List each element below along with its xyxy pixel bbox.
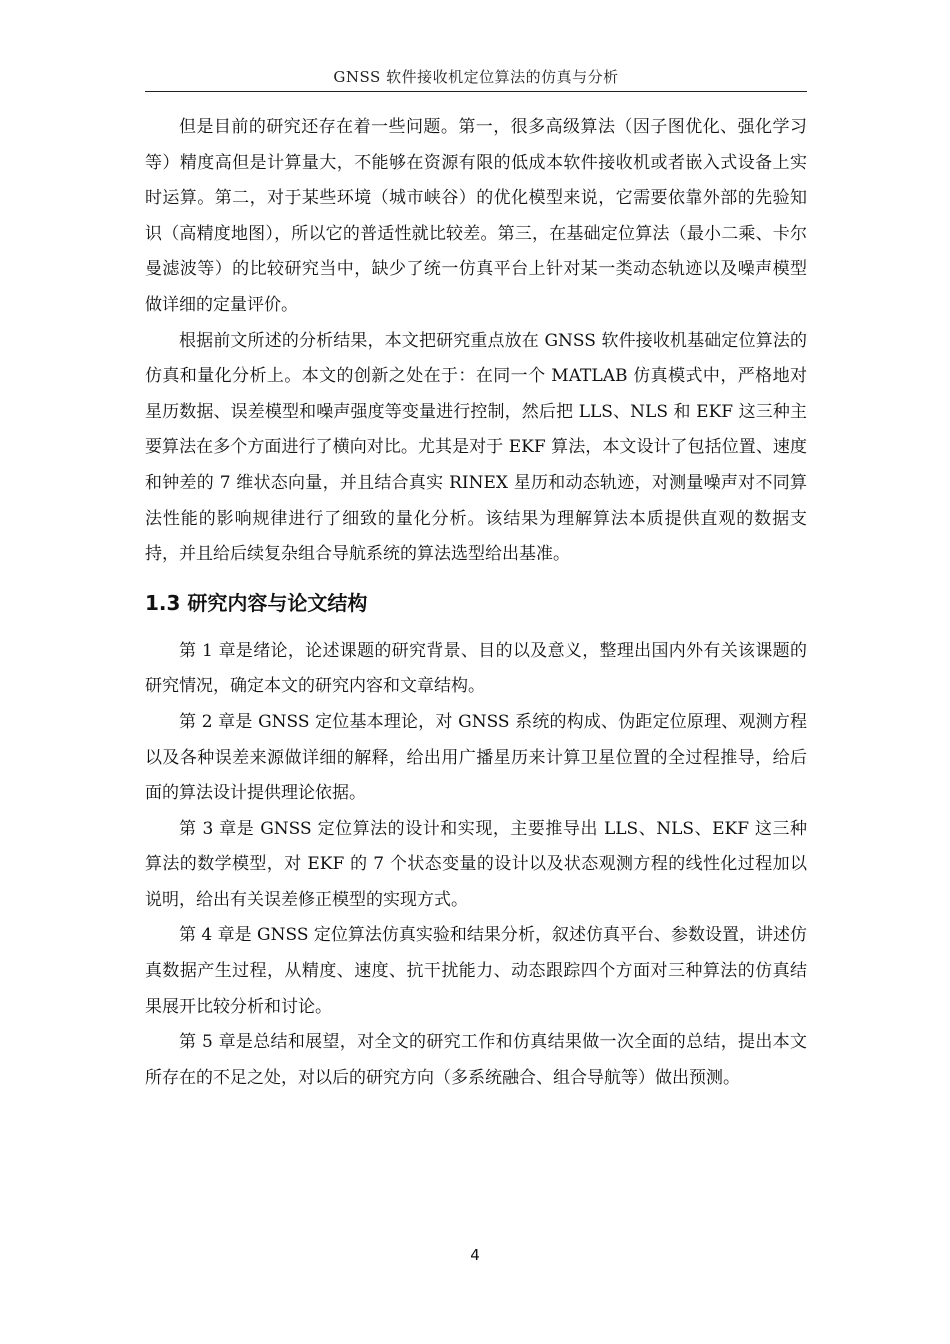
paragraph: 第 3 章是 GNSS 定位算法的设计和实现，主要推导出 LLS、NLS、EKF 这三种算法的数学模型，对 EKF 的 7 个状态变量的设计以及状态观测方程的线性化过程加以说明，给出有关误差修正模型的实现方式。 bbox=[145, 818, 807, 910]
paragraph: 第 1 章是绪论，论述课题的研究背景、目的以及意义，整理出国内外有关该课题的研究情况，确定本文的研究内容和文章结构。 bbox=[145, 640, 807, 697]
section-heading: 1.3 研究内容与论文结构 bbox=[145, 590, 368, 615]
paragraph: 但是目前的研究还存在着一些问题。第一，很多高级算法（因子图优化、强化学习等）精度高但是计算量大，不能够在资源有限的低成本软件接收机或者嵌入式设备上实时运算。第二，对于某些环境（城市峡谷）的优化模型来说，它需要依靠外部的先验知识（高精度地图），所以它的普适性就比较差。第三，在基础定位算法（最小二乘、卡尔曼滤波等）的比较研究当中，缺少了统一仿真平台上针对某一类动态轨迹以及噪声模型做详细的定量评价。 bbox=[145, 117, 807, 315]
page-number: 4 bbox=[470, 1246, 480, 1264]
paragraph: 根据前文所述的分析结果，本文把研究重点放在 GNSS 软件接收机基础定位算法的仿真和量化分析上。本文的创新之处在于：在同一个 MATLAB 仿真模式中，严格地对星历数据、误差模型和噪声强度等变量进行控制，然后把 LLS、NLS 和 EKF 这三种主要算法在多个方面进行了横向对比。尤其是对于 EKF 算法，本文设计了包括位置、速度和钟差的 7 维状态向量，并且结合真实 RINEX 星历和动态轨迹，对测量噪声对不同算法性能的影响规律进行了细致的量化分析。该结果为理解算法本质提供直观的数据支持，并且给后续复杂组合导航系统的算法选型给出基准。 bbox=[145, 330, 807, 565]
paragraph: 第 5 章是总结和展望，对全文的研究工作和仿真结果做一次全面的总结，提出本文所存在的不足之处，对以后的研究方向（多系统融合、组合导航等）做出预测。 bbox=[145, 1032, 807, 1088]
paragraph: 第 2 章是 GNSS 定位基本理论，对 GNSS 系统的构成、伪距定位原理、观测方程以及各种误差来源做详细的解释，给出用广播星历来计算卫星位置的全过程推导，给后面的算法设计提供理论依据。 bbox=[145, 711, 807, 804]
body-text bbox=[145, 110, 807, 1096]
running-header: GNSS 软件接收机定位算法的仿真与分析 bbox=[333, 68, 619, 86]
paragraph: 第 4 章是 GNSS 定位算法仿真实验和结果分析，叙述仿真平台、参数设置，讲述仿真数据产生过程，从精度、速度、抗干扰能力、动态跟踪四个方面对三种算法的仿真结果展开比较分析和讨论。 bbox=[145, 925, 807, 1017]
header-rule bbox=[145, 91, 807, 92]
